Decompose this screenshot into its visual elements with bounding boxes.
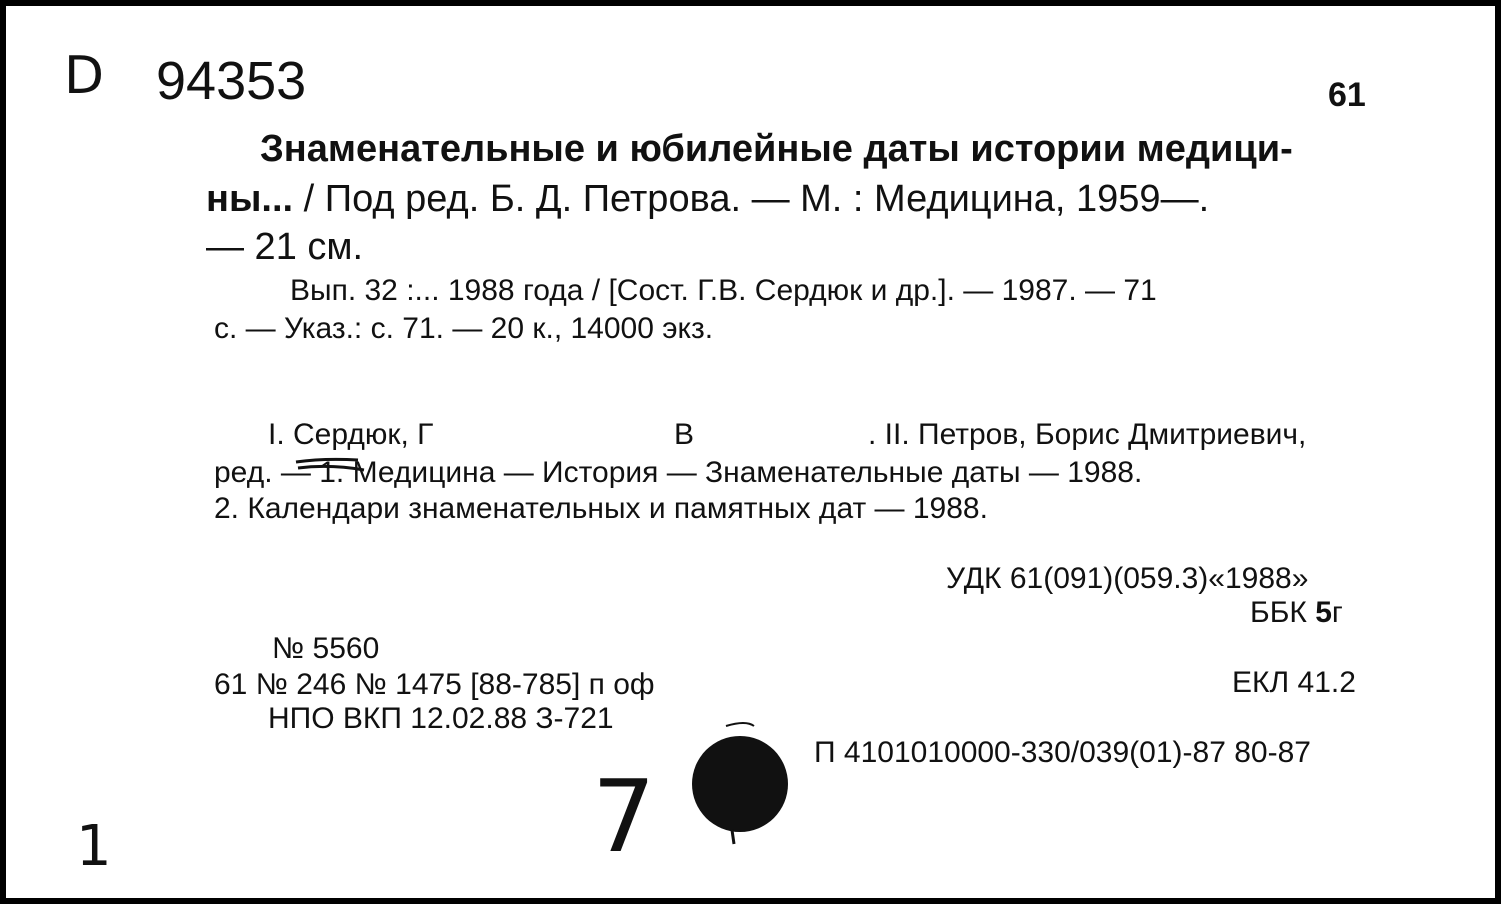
p-code: П 4101010000-330/039(01)-87 80-87 — [814, 736, 1311, 769]
number-5560: № 5560 — [272, 632, 380, 665]
strike-mark — [294, 456, 374, 476]
title-line-2-bold: ны... — [206, 178, 294, 220]
issue-line-1: Вып. 32 :... 1988 года / [Сост. Г.В. Сердюк и др.]. — 1987. — 71 — [290, 274, 1157, 307]
corner-handwritten-mark: D — [64, 46, 105, 106]
bbk-label: ББК — [1250, 596, 1307, 629]
added-entries-line-1a: I. Сердюк, Г — [268, 418, 434, 451]
bbk-suffix: г — [1331, 596, 1343, 629]
npo-line: НПО ВКП 12.02.88 З-721 — [268, 702, 614, 735]
added-entries-line-3: 2. Календари знаменательных и памятных дат — 1988. — [214, 492, 988, 525]
accession-number: 94353 — [156, 51, 307, 111]
punch-hole — [686, 720, 796, 850]
bbk-number: 5 — [1315, 596, 1332, 629]
bbk-code — [1250, 596, 1343, 630]
handwritten-one: 1 — [76, 814, 112, 879]
added-entries-line-2: ред. — 1. Медицина — История — Знаменательные даты — 1988. — [214, 456, 1143, 489]
title-line-2 — [206, 178, 1209, 221]
title-line-1: Знаменательные и юбилейные даты истории медици- — [260, 128, 1293, 170]
ekl-code: ЕКЛ 41.2 — [1232, 666, 1356, 699]
added-entries-line-1b: В — [674, 418, 695, 451]
handwritten-seven: 7 — [592, 758, 656, 875]
added-entries-line-1c: . II. Петров, Борис Дмитриевич, — [868, 418, 1307, 451]
numbers-line: 61 № 246 № 1475 [88-785] п оф — [214, 668, 655, 701]
udk-code: УДК 61(091)(059.3)«1988» — [946, 562, 1309, 595]
issue-line-2: с. — Указ.: с. 71. — 20 к., 14000 экз. — [214, 312, 714, 345]
title-line-2-rest: / Под ред. Б. Д. Петрова. — М. : Медицина, 1959—. — [293, 178, 1210, 220]
catalog-card — [6, 6, 1495, 898]
title-line-3: — 21 см. — [206, 226, 364, 268]
class-code: 61 — [1328, 76, 1366, 114]
